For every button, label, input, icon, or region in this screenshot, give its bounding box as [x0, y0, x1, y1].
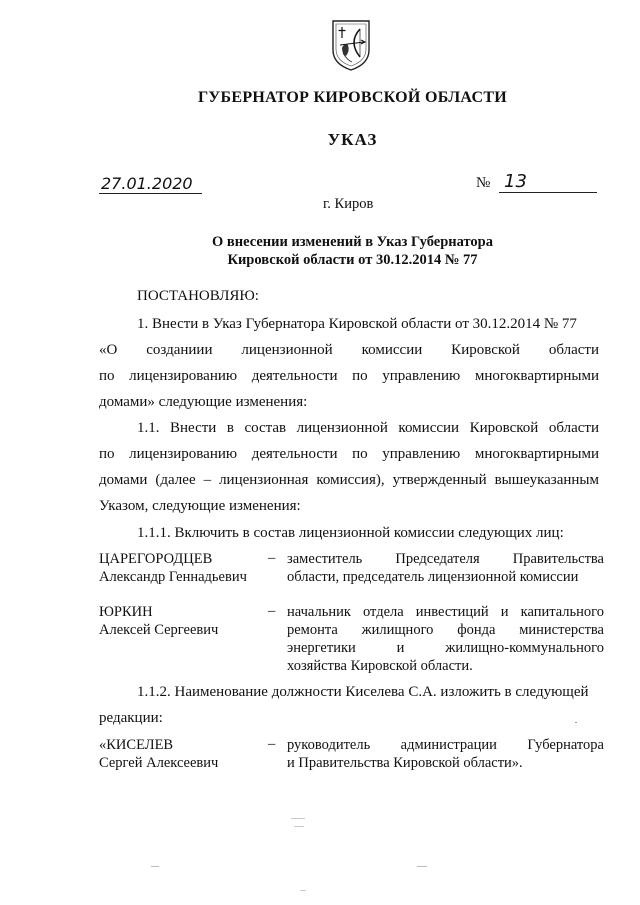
member-2-role-line-1: начальник отдела инвестиций и капитального — [287, 604, 604, 620]
paragraph-2-line-2: по лицензированию деятельности по управлению многоквартирными — [99, 446, 599, 462]
member-3-role-line-2: и Правительства Кировской области». — [287, 755, 523, 771]
member-2-given-names: Алексей Сергеевич — [99, 622, 219, 638]
paragraph-4-line-1: 1.1.2. Наименование должности Киселева С.А. изложить в следующей — [137, 684, 589, 700]
member-1-role-line-2: области, председатель лицензионной комиссии — [287, 569, 579, 585]
paragraph-2-line-1: 1.1. Внести в состав лицензионной комиссии Кировской области — [137, 420, 599, 436]
member-2-role-line-4: хозяйства Кировской области. — [287, 658, 473, 674]
paragraph-1-line-1: 1. Внести в Указ Губернатора Кировской области от 30.12.2014 № 77 — [137, 316, 577, 332]
paragraph-2-line-3: домами (далее – лицензионная комиссия), утвержденный вышеуказанным — [99, 472, 599, 488]
paragraph-3: 1.1.1. Включить в состав лицензионной комиссии следующих лиц: — [137, 525, 564, 541]
member-1-given-names: Александр Геннадьевич — [99, 569, 247, 585]
scan-speck — [300, 890, 306, 891]
kirov-coat-of-arms-icon — [330, 18, 372, 72]
subject-line-2: Кировской области от 30.12.2014 № 77 — [227, 252, 478, 268]
member-1-surname: ЦАРЕГОРОДЦЕВ — [99, 551, 213, 567]
decree-number: 13 — [504, 171, 527, 192]
scan-speck — [294, 826, 304, 827]
number-underline — [499, 192, 597, 193]
scan-speck — [417, 866, 427, 867]
issuing-authority: ГУБЕРНАТОР КИРОВСКОЙ ОБЛАСТИ — [197, 89, 508, 106]
decree-date: 27.01.2020 — [101, 174, 193, 193]
member-3-surname: «КИСЕЛЕВ — [99, 737, 174, 753]
member-2-role-line-3: энергетики и жилищно-коммунального — [287, 640, 604, 656]
date-underline — [99, 193, 202, 194]
city: г. Киров — [323, 196, 374, 212]
member-2-dash: – — [268, 603, 276, 619]
document-type: УКАЗ — [327, 130, 378, 149]
paragraph-1-line-4: домами» следующие изменения: — [99, 394, 308, 410]
member-2-surname: ЮРКИН — [99, 604, 153, 620]
paragraph-1-line-2: «О созданиии лицензионной комиссии Кировской области — [99, 342, 599, 358]
number-label: № — [476, 175, 491, 191]
member-3-dash: – — [268, 736, 276, 752]
paragraph-1-line-3: по лицензированию деятельности по управлению многоквартирными — [99, 368, 599, 384]
member-3-given-names: Сергей Алексеевич — [99, 755, 219, 771]
member-1-role-line-1: заместитель Председателя Правительства — [287, 551, 604, 567]
member-2-role-line-2: ремонта жилищного фонда министерства — [287, 622, 604, 638]
scan-speck — [291, 818, 305, 819]
member-3-role-line-1: руководитель администрации Губернатора — [287, 737, 604, 753]
paragraph-4-line-2: редакции: — [99, 710, 163, 726]
member-1-dash: – — [268, 550, 276, 566]
subject-line-1: О внесении изменений в Указ Губернатора — [212, 234, 493, 250]
paragraph-2-line-4: Указом, следующие изменения: — [99, 498, 301, 514]
resolve-word: ПОСТАНОВЛЯЮ: — [137, 288, 259, 304]
scan-speck — [151, 866, 159, 867]
scan-speck — [575, 722, 577, 723]
